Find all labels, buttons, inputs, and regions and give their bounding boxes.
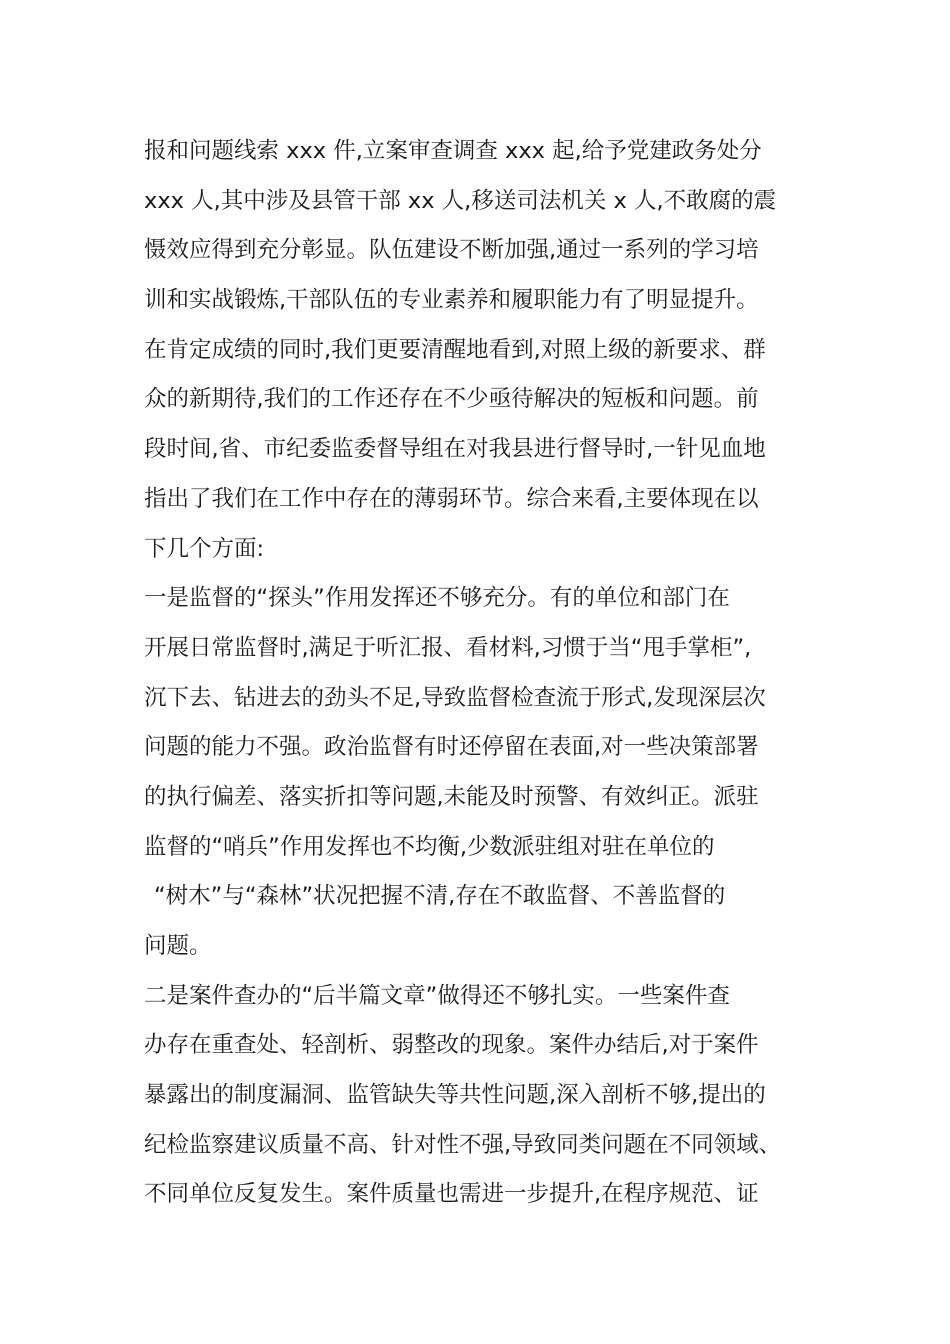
text-line: 慑效应得到充分彰显。队伍建设不断加强,通过一系列的学习培 [144, 237, 759, 264]
text-line: 报和问题线索 xxx 件,立案审查调查 xxx 起,给予党建政务处分 [144, 138, 762, 164]
text-line: 纪检监察建议质量不高、针对性不强,导致同类问题在不同领域、 [144, 1131, 782, 1158]
section-heading-line: 一是监督的“探头”作用发挥还不够充分。有的单位和部门在 [144, 585, 730, 612]
text-line: 众的新期待,我们的工作还存在不少亟待解决的短板和问题。前 [144, 386, 759, 413]
text-line: 下几个方面: [144, 535, 265, 562]
text-line: 监督的“哨兵”作用发挥也不均衡,少数派驻组对驻在单位的 [144, 833, 715, 860]
section-heading-line: 二是案件查办的“后半篇文章”做得还不够扎实。一些案件查 [144, 982, 730, 1009]
text-line: 暴露出的制度漏洞、监管缺失等共性问题,深入剖析不够,提出的 [144, 1082, 766, 1109]
text-line: 开展日常监督时,满足于听汇报、看材料,习惯于当“甩手掌柜”, [144, 634, 752, 661]
text-line: 在肯定成绩的同时,我们更要清醒地看到,对照上级的新要求、群 [144, 336, 766, 363]
text-line: 训和实战锻炼,干部队伍的专业素养和履职能力有了明显提升。 [144, 287, 759, 314]
text-line: “树木”与“森林”状况把握不清,存在不敢监督、不善监督的 [154, 883, 726, 910]
text-line: 问题的能力不强。政治监督有时还停留在表面,对一些决策部署 [144, 734, 759, 761]
text-line: 问题。 [144, 933, 212, 959]
text-line: 的执行偏差、落实折扣等问题,未能及时预警、有效纠正。派驻 [144, 783, 759, 810]
text-line: 不同单位反复发生。案件质量也需进一步提升,在程序规范、证 [144, 1181, 759, 1208]
text-line: xxx 人,其中涉及县管干部 xx 人,移送司法机关 x 人,不敢腐的震 [144, 187, 777, 214]
text-line: 段时间,省、市纪委监委督导组在对我县进行督导时,一针见血地 [144, 436, 766, 463]
text-line: 指出了我们在工作中存在的薄弱环节。综合来看,主要体现在以 [144, 485, 759, 512]
text-line: 沉下去、钻进去的劲头不足,导致监督检查流于形式,发现深层次 [144, 684, 766, 711]
text-line: 办存在重查处、轻剖析、弱整改的现象。案件办结后,对于案件 [144, 1032, 759, 1059]
document-body [144, 127, 824, 1220]
